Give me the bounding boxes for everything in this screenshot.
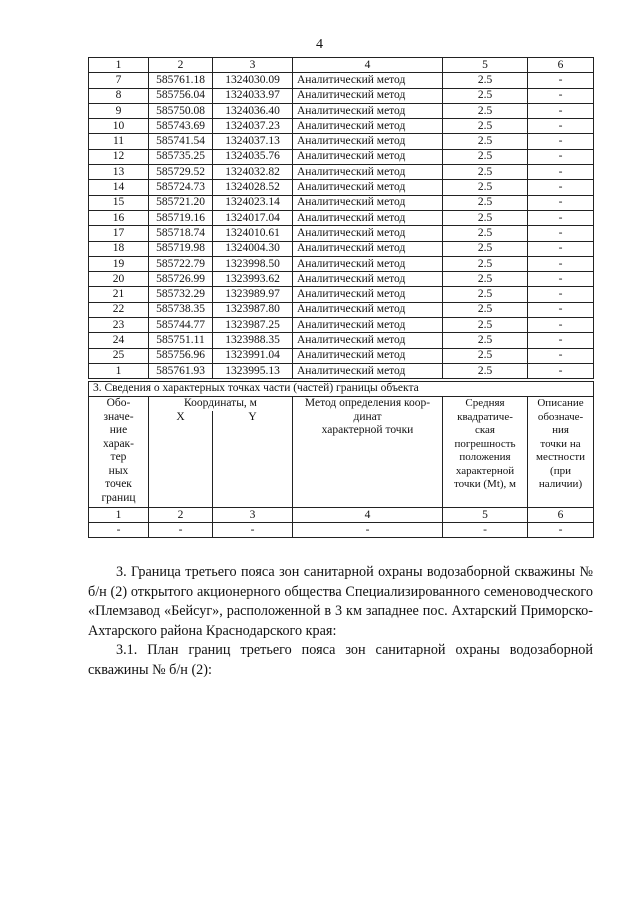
table-row bbox=[89, 241, 594, 256]
table-row bbox=[89, 287, 594, 302]
accuracy: 2.5 bbox=[443, 73, 528, 88]
coord-y: 1324036.40 bbox=[213, 103, 293, 118]
coord-x: 585756.96 bbox=[149, 348, 213, 363]
coord-x: 585726.99 bbox=[149, 272, 213, 287]
column-number: 6 bbox=[528, 58, 594, 73]
accuracy: 2.5 bbox=[443, 272, 528, 287]
table-row bbox=[89, 165, 594, 180]
point-number: 18 bbox=[89, 241, 149, 256]
description: - bbox=[528, 165, 594, 180]
accuracy: 2.5 bbox=[443, 210, 528, 225]
coord-y: 1324032.82 bbox=[213, 165, 293, 180]
column-number: 4 bbox=[293, 58, 443, 73]
table-row bbox=[89, 272, 594, 287]
coord-y: 1324023.14 bbox=[213, 195, 293, 210]
description: - bbox=[528, 318, 594, 333]
point-number: 16 bbox=[89, 210, 149, 225]
coord-y: 1324017.04 bbox=[213, 210, 293, 225]
method: Аналитический метод bbox=[293, 73, 443, 88]
coord-x: 585761.18 bbox=[149, 73, 213, 88]
table-row bbox=[89, 333, 594, 348]
coord-y: 1324030.09 bbox=[213, 73, 293, 88]
column-number: 3 bbox=[213, 58, 293, 73]
table-row bbox=[89, 318, 594, 333]
point-number: 21 bbox=[89, 287, 149, 302]
method: Аналитический метод bbox=[293, 180, 443, 195]
accuracy: 2.5 bbox=[443, 302, 528, 317]
coord-x: 585738.35 bbox=[149, 302, 213, 317]
accuracy: 2.5 bbox=[443, 348, 528, 363]
col-number: 6 bbox=[528, 508, 594, 523]
method: Аналитический метод bbox=[293, 226, 443, 241]
point-number: 14 bbox=[89, 180, 149, 195]
method: Аналитический метод bbox=[293, 134, 443, 149]
table-row bbox=[89, 88, 594, 103]
description: - bbox=[528, 363, 594, 378]
table-row bbox=[89, 119, 594, 134]
method: Аналитический метод bbox=[293, 318, 443, 333]
coord-y: 1324004.30 bbox=[213, 241, 293, 256]
description: - bbox=[528, 256, 594, 271]
point-number: 15 bbox=[89, 195, 149, 210]
description: - bbox=[528, 195, 594, 210]
coord-y: 1323987.25 bbox=[213, 318, 293, 333]
column-number: 5 bbox=[443, 58, 528, 73]
accuracy: 2.5 bbox=[443, 134, 528, 149]
description: - bbox=[528, 348, 594, 363]
coord-x: 585741.54 bbox=[149, 134, 213, 149]
point-number: 12 bbox=[89, 149, 149, 164]
accuracy: 2.5 bbox=[443, 241, 528, 256]
coord-x: 585721.20 bbox=[149, 195, 213, 210]
description: - bbox=[528, 226, 594, 241]
coord-x: 585722.79 bbox=[149, 256, 213, 271]
table-row bbox=[89, 348, 594, 363]
table-row bbox=[89, 195, 594, 210]
accuracy: 2.5 bbox=[443, 103, 528, 118]
coord-x: 585719.16 bbox=[149, 210, 213, 225]
method: Аналитический метод bbox=[293, 103, 443, 118]
description: - bbox=[528, 88, 594, 103]
coord-x: 585724.73 bbox=[149, 180, 213, 195]
empty-value: - bbox=[443, 523, 528, 538]
accuracy: 2.5 bbox=[443, 256, 528, 271]
point-number: 7 bbox=[89, 73, 149, 88]
accuracy-header: Средняя квадратиче- ская погрешность положения характерной точки (Mt), м bbox=[443, 397, 528, 508]
table-row bbox=[89, 134, 594, 149]
coord-y: 1324037.13 bbox=[213, 134, 293, 149]
accuracy: 2.5 bbox=[443, 165, 528, 180]
point-number: 17 bbox=[89, 226, 149, 241]
method: Аналитический метод bbox=[293, 210, 443, 225]
accuracy: 2.5 bbox=[443, 287, 528, 302]
point-number: 24 bbox=[89, 333, 149, 348]
empty-value: - bbox=[89, 523, 149, 538]
point-number: 1 bbox=[89, 363, 149, 378]
table-row bbox=[89, 226, 594, 241]
table-row bbox=[89, 210, 594, 225]
description: - bbox=[528, 210, 594, 225]
section3-title: 3. Сведения о характерных точках части (частей) границы объекта bbox=[89, 382, 594, 397]
description: - bbox=[528, 103, 594, 118]
description: - bbox=[528, 241, 594, 256]
description: - bbox=[528, 149, 594, 164]
coord-y: 1324033.97 bbox=[213, 88, 293, 103]
coord-y: 1323988.35 bbox=[213, 333, 293, 348]
method: Аналитический метод bbox=[293, 348, 443, 363]
x-header: X bbox=[149, 411, 213, 508]
table-row bbox=[89, 302, 594, 317]
method: Аналитический метод bbox=[293, 88, 443, 103]
col-number: 1 bbox=[89, 508, 149, 523]
point-number: 23 bbox=[89, 318, 149, 333]
point-number: 25 bbox=[89, 348, 149, 363]
method: Аналитический метод bbox=[293, 165, 443, 180]
empty-value: - bbox=[528, 523, 594, 538]
description: - bbox=[528, 134, 594, 149]
column-number: 2 bbox=[149, 58, 213, 73]
col-number: 3 bbox=[213, 508, 293, 523]
accuracy: 2.5 bbox=[443, 88, 528, 103]
empty-value: - bbox=[213, 523, 293, 538]
table-row bbox=[89, 256, 594, 271]
coord-x: 585735.25 bbox=[149, 149, 213, 164]
accuracy: 2.5 bbox=[443, 363, 528, 378]
point-number: 20 bbox=[89, 272, 149, 287]
table-row bbox=[89, 149, 594, 164]
empty-value: - bbox=[149, 523, 213, 538]
coord-x: 585718.74 bbox=[149, 226, 213, 241]
coord-x: 585744.77 bbox=[149, 318, 213, 333]
y-header: Y bbox=[213, 411, 293, 508]
coord-y: 1324028.52 bbox=[213, 180, 293, 195]
coord-y: 1324010.61 bbox=[213, 226, 293, 241]
accuracy: 2.5 bbox=[443, 333, 528, 348]
section3-table bbox=[88, 381, 594, 538]
paragraph-boundary: 3. Граница третьего пояса зон санитарной охраны водозаборной скважины № б/н (2) открытого акционерного общества Специализированного семеноводческого «Племзавод «Бейсуг», расположенной в 3 км западнее пос. Ахтарский Приморско-Ахтарского района Краснодарского края: bbox=[88, 564, 593, 639]
coord-x: 585729.52 bbox=[149, 165, 213, 180]
method: Аналитический метод bbox=[293, 195, 443, 210]
point-number: 22 bbox=[89, 302, 149, 317]
table-row bbox=[89, 363, 594, 378]
accuracy: 2.5 bbox=[443, 226, 528, 241]
coord-y: 1324035.76 bbox=[213, 149, 293, 164]
coord-x: 585750.08 bbox=[149, 103, 213, 118]
method: Аналитический метод bbox=[293, 119, 443, 134]
method: Аналитический метод bbox=[293, 302, 443, 317]
coord-y: 1323989.97 bbox=[213, 287, 293, 302]
accuracy: 2.5 bbox=[443, 195, 528, 210]
point-number: 13 bbox=[89, 165, 149, 180]
coord-x: 585756.04 bbox=[149, 88, 213, 103]
method-header: Метод определения коор- динат характерной точки bbox=[293, 397, 443, 508]
accuracy: 2.5 bbox=[443, 119, 528, 134]
method: Аналитический метод bbox=[293, 363, 443, 378]
page-number: 4 bbox=[316, 37, 323, 52]
coord-y: 1323991.04 bbox=[213, 348, 293, 363]
empty-value: - bbox=[293, 523, 443, 538]
col-number: 2 bbox=[149, 508, 213, 523]
method: Аналитический метод bbox=[293, 241, 443, 256]
description: - bbox=[528, 272, 594, 287]
coord-y: 1323998.50 bbox=[213, 256, 293, 271]
table-row bbox=[89, 103, 594, 118]
description: - bbox=[528, 287, 594, 302]
description: - bbox=[528, 302, 594, 317]
description-header: Описание обозначе- ния точки на местности (при наличии) bbox=[528, 397, 594, 508]
col-number: 5 bbox=[443, 508, 528, 523]
coordinates-header: Координаты, м bbox=[149, 397, 293, 412]
method: Аналитический метод bbox=[293, 256, 443, 271]
method: Аналитический метод bbox=[293, 272, 443, 287]
accuracy: 2.5 bbox=[443, 180, 528, 195]
coord-y: 1324037.23 bbox=[213, 119, 293, 134]
table-header-row bbox=[89, 58, 594, 73]
coord-x: 585743.69 bbox=[149, 119, 213, 134]
point-number: 10 bbox=[89, 119, 149, 134]
coord-x: 585751.11 bbox=[149, 333, 213, 348]
section3-text bbox=[88, 563, 593, 680]
description: - bbox=[528, 180, 594, 195]
column-number: 1 bbox=[89, 58, 149, 73]
table-row bbox=[89, 73, 594, 88]
point-number: 19 bbox=[89, 256, 149, 271]
method: Аналитический метод bbox=[293, 149, 443, 164]
coord-x: 585761.93 bbox=[149, 363, 213, 378]
coord-y: 1323993.62 bbox=[213, 272, 293, 287]
accuracy: 2.5 bbox=[443, 318, 528, 333]
col-number: 4 bbox=[293, 508, 443, 523]
table-row bbox=[89, 180, 594, 195]
description: - bbox=[528, 333, 594, 348]
coord-y: 1323987.80 bbox=[213, 302, 293, 317]
paragraph-plan: 3.1. План границ третьего пояса зон санитарной охраны водозаборной скважины № б/н (2): bbox=[88, 642, 593, 678]
coord-y: 1323995.13 bbox=[213, 363, 293, 378]
accuracy: 2.5 bbox=[443, 149, 528, 164]
coord-x: 585732.29 bbox=[149, 287, 213, 302]
coord-x: 585719.98 bbox=[149, 241, 213, 256]
method: Аналитический метод bbox=[293, 333, 443, 348]
description: - bbox=[528, 73, 594, 88]
description: - bbox=[528, 119, 594, 134]
point-number: 8 bbox=[89, 88, 149, 103]
point-designation-header: Обо- значе- ние харак- тер ных точек границ bbox=[89, 397, 149, 508]
coordinates-table bbox=[88, 57, 594, 379]
point-number: 11 bbox=[89, 134, 149, 149]
point-number: 9 bbox=[89, 103, 149, 118]
method: Аналитический метод bbox=[293, 287, 443, 302]
